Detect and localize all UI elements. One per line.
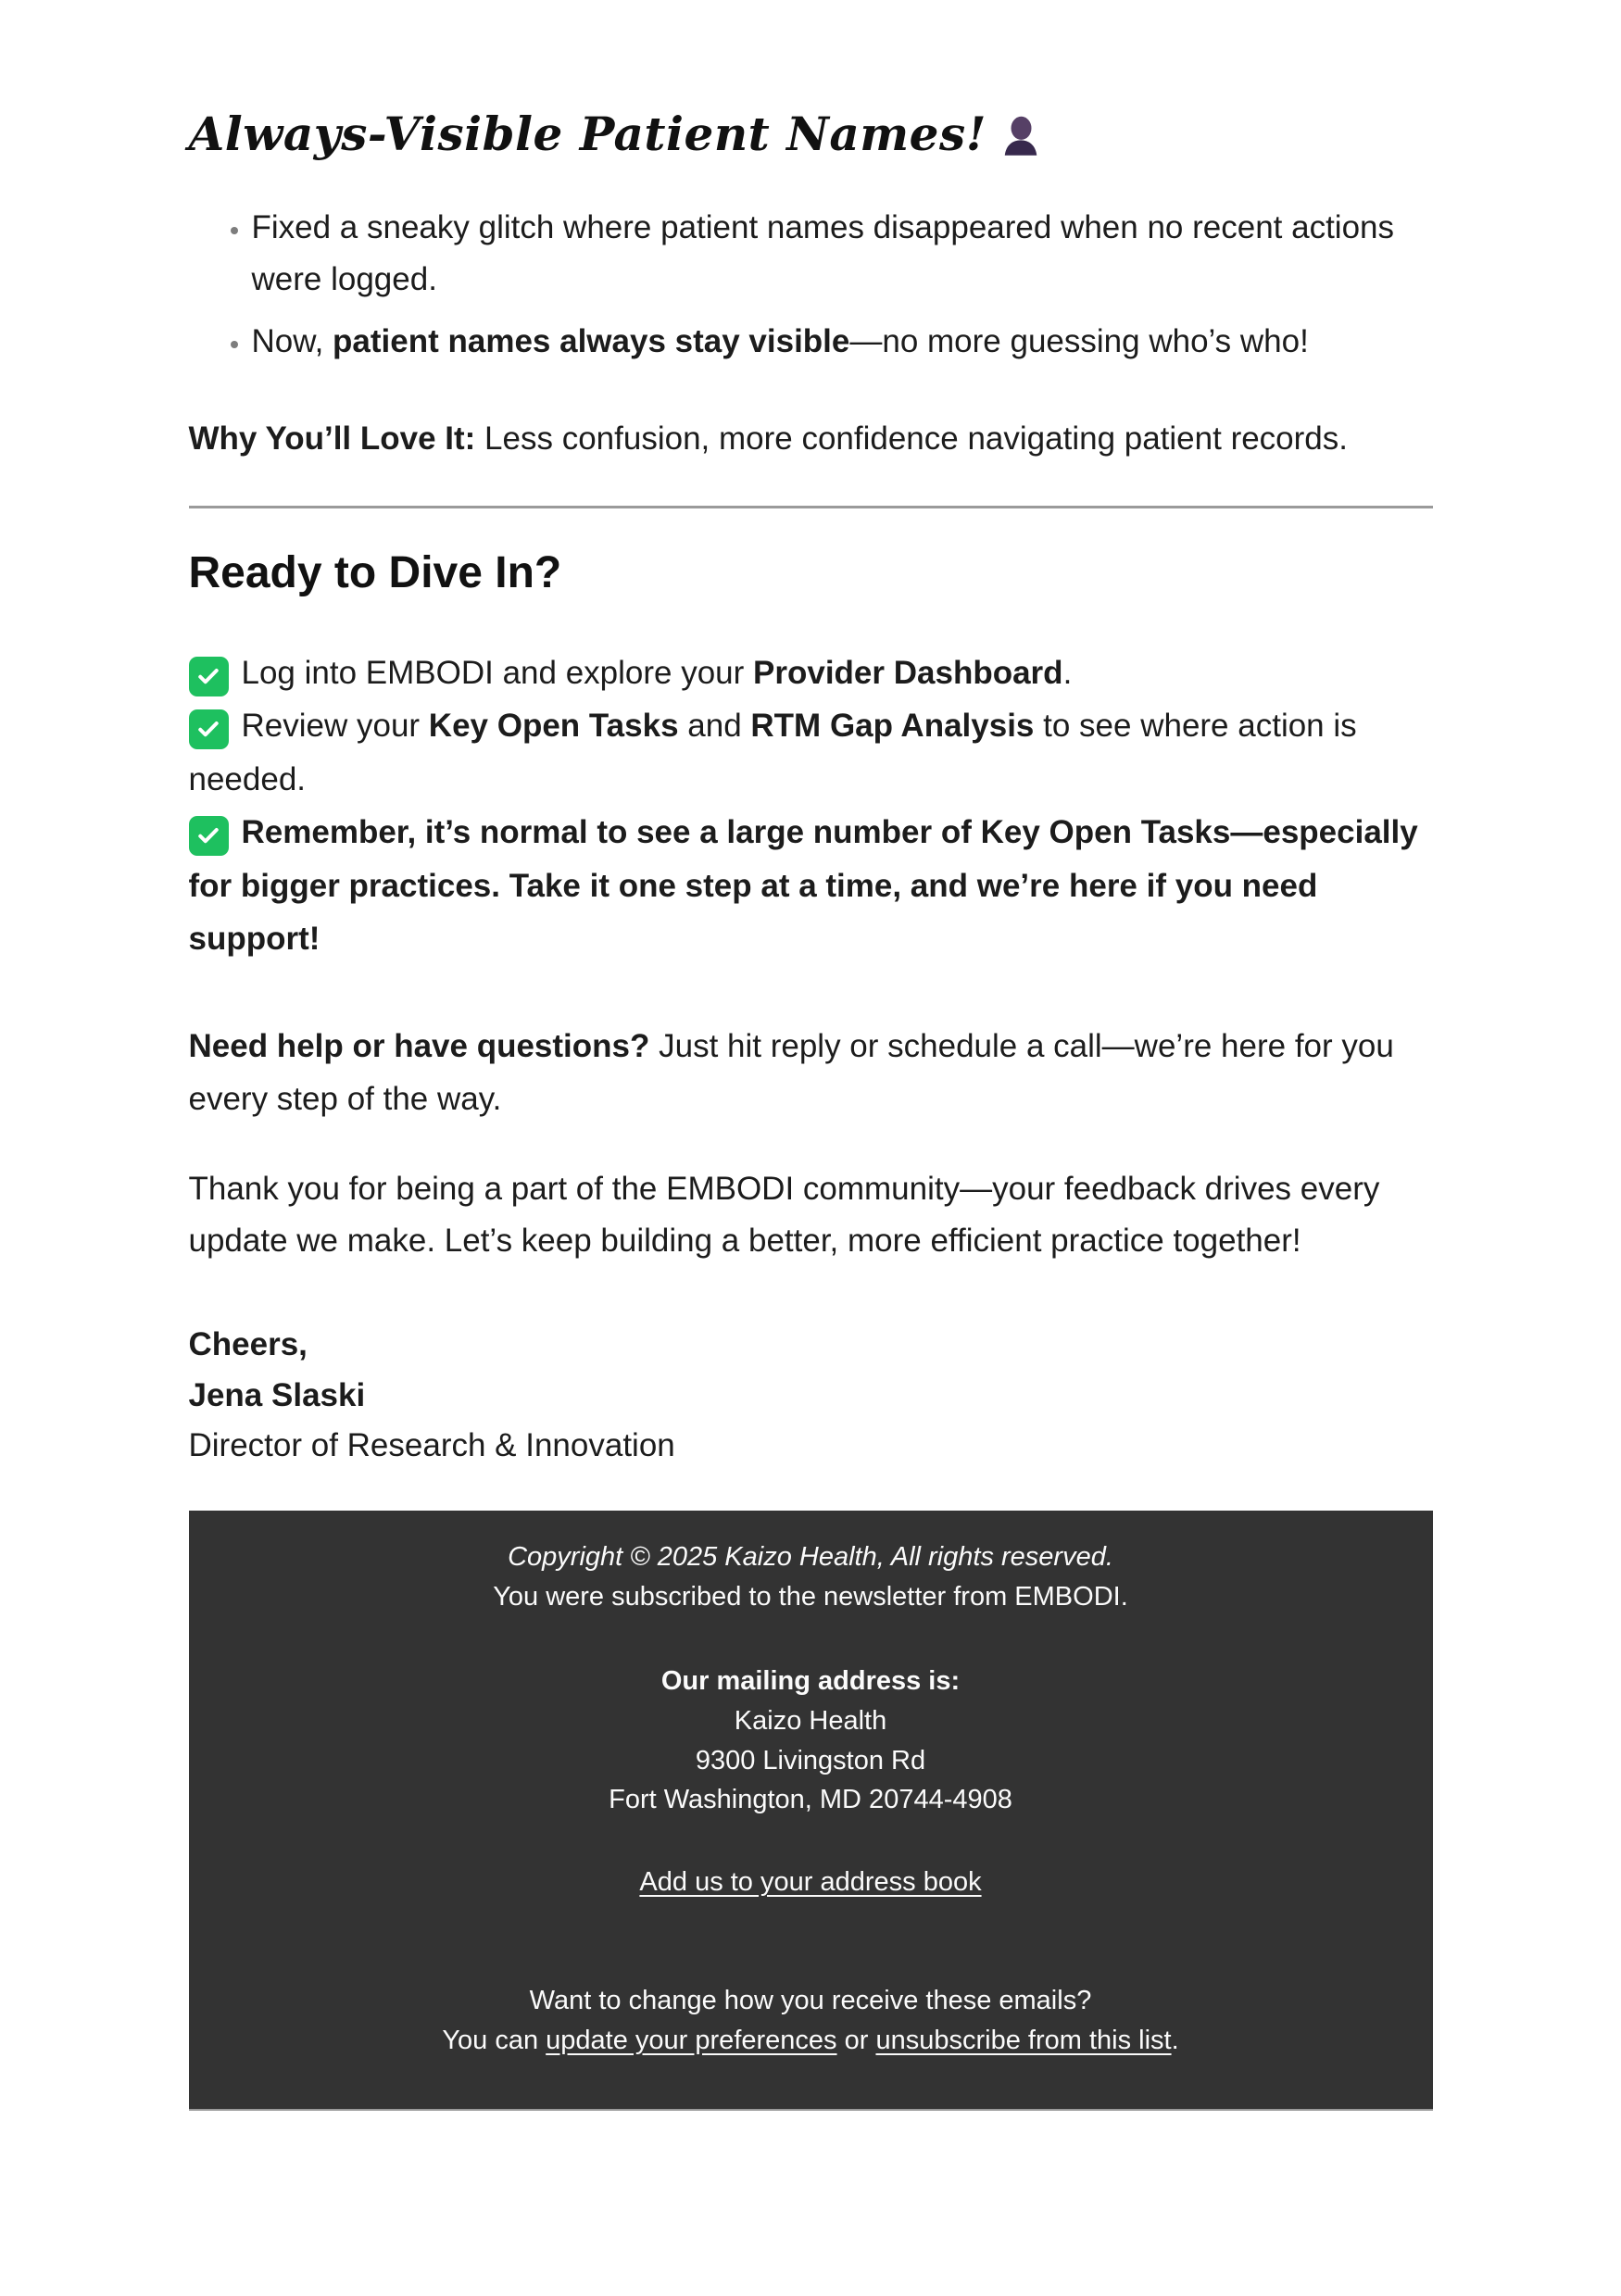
why-love-it-paragraph: [189, 413, 1433, 466]
mailing-org: Kaizo Health: [734, 1705, 887, 1736]
feature-bullet-item: [252, 202, 1433, 307]
text-segment: You can: [442, 2026, 547, 2056]
text-segment: Less confusion, more confidence navigating patient records.: [475, 420, 1348, 457]
text-segment: RTM Gap Analysis: [750, 708, 1035, 745]
task-text: [189, 708, 1357, 797]
mailing-street: 9300 Livingston Rd: [695, 1745, 926, 1775]
signature-cheers: Cheers,: [188, 1326, 308, 1363]
text-segment: and: [678, 708, 751, 745]
text-segment: Key Open Tasks: [428, 708, 679, 745]
address-book-row: [254, 1863, 1368, 1902]
signature-name: Jena Slaski: [188, 1376, 366, 1413]
feature-heading: [189, 107, 1433, 161]
text-segment: Just hit reply or schedule a call—we’re here for you every step of the way.: [188, 1028, 1394, 1118]
text-segment: Remember, it’s normal to see a large number of Key Open Tasks—especially for bigger practices. Take it one step at a time, and we’re here if you need support!: [188, 814, 1418, 957]
copyright-text: Copyright © 2025 Kaizo Health, All rights reserved.: [508, 1541, 1113, 1572]
signature-block: [189, 1320, 1433, 1472]
task-item: [189, 806, 1433, 965]
text-segment: .: [1062, 655, 1073, 692]
check-icon: [189, 657, 229, 696]
text-segment: Now,: [251, 322, 333, 359]
add-address-book-link[interactable]: Add us to your address book: [639, 1867, 982, 1898]
bottom-whitespace: [0, 2111, 1621, 2254]
text-segment: Thank you for being a part of the EMBODI community—your feedback drives every update we make. Let’s keep building a better, more efficient practice together!: [188, 1170, 1380, 1260]
check-icon: [189, 709, 229, 749]
signature-role: Director of Research & Innovation: [188, 1427, 675, 1464]
check-icon: [189, 816, 229, 856]
update-preferences-link[interactable]: update your preferences: [546, 2026, 837, 2056]
mailing-city: Fort Washington, MD 20744-4908: [609, 1785, 1012, 1815]
text-segment: to see where action is needed.: [188, 708, 1357, 797]
preferences-block: [254, 1981, 1368, 2061]
dive-in-heading: Ready to Dive In?: [188, 548, 562, 598]
feature-bullet-item: [252, 316, 1433, 369]
text-segment: .: [1171, 2026, 1179, 2056]
text-segment: —no more guessing who’s who!: [849, 322, 1309, 359]
task-text: [189, 814, 1418, 957]
email-footer: [189, 1511, 1433, 2111]
text-segment: patient names always stay visible: [333, 322, 850, 359]
mailing-address-block: [254, 1662, 1368, 1821]
preferences-line: [254, 2021, 1368, 2061]
email-content: [189, 0, 1433, 1472]
thanks-paragraph: [189, 1163, 1433, 1268]
task-item: [189, 699, 1433, 806]
text-segment: or: [836, 2026, 876, 2056]
change-emails-question: Want to change how you receive these emails?: [529, 1986, 1092, 2016]
text-segment: Log into EMBODI and explore your: [241, 655, 754, 692]
mailing-address-label: Our mailing address is:: [660, 1665, 961, 1696]
text-segment: Provider Dashboard: [753, 655, 1063, 692]
task-text: [242, 655, 1073, 691]
feature-heading-text: Always-Visible Patient Names!: [188, 107, 987, 161]
bust-in-silhouette-icon: [999, 114, 1042, 157]
text-segment: Fixed a sneaky glitch where patient names disappeared when no recent actions were logged.: [251, 208, 1395, 298]
task-item: [189, 646, 1433, 699]
text-segment: Why You’ll Love It:: [188, 420, 476, 457]
text-segment: Review your: [241, 708, 429, 745]
section-divider: [189, 506, 1433, 508]
subscribed-text: You were subscribed to the newsletter from EMBODI.: [493, 1581, 1128, 1612]
unsubscribe-link[interactable]: unsubscribe from this list: [875, 2026, 1172, 2056]
feature-bullet-list: [189, 202, 1433, 369]
help-paragraph: [189, 1021, 1433, 1125]
text-segment: Need help or have questions?: [188, 1028, 650, 1065]
